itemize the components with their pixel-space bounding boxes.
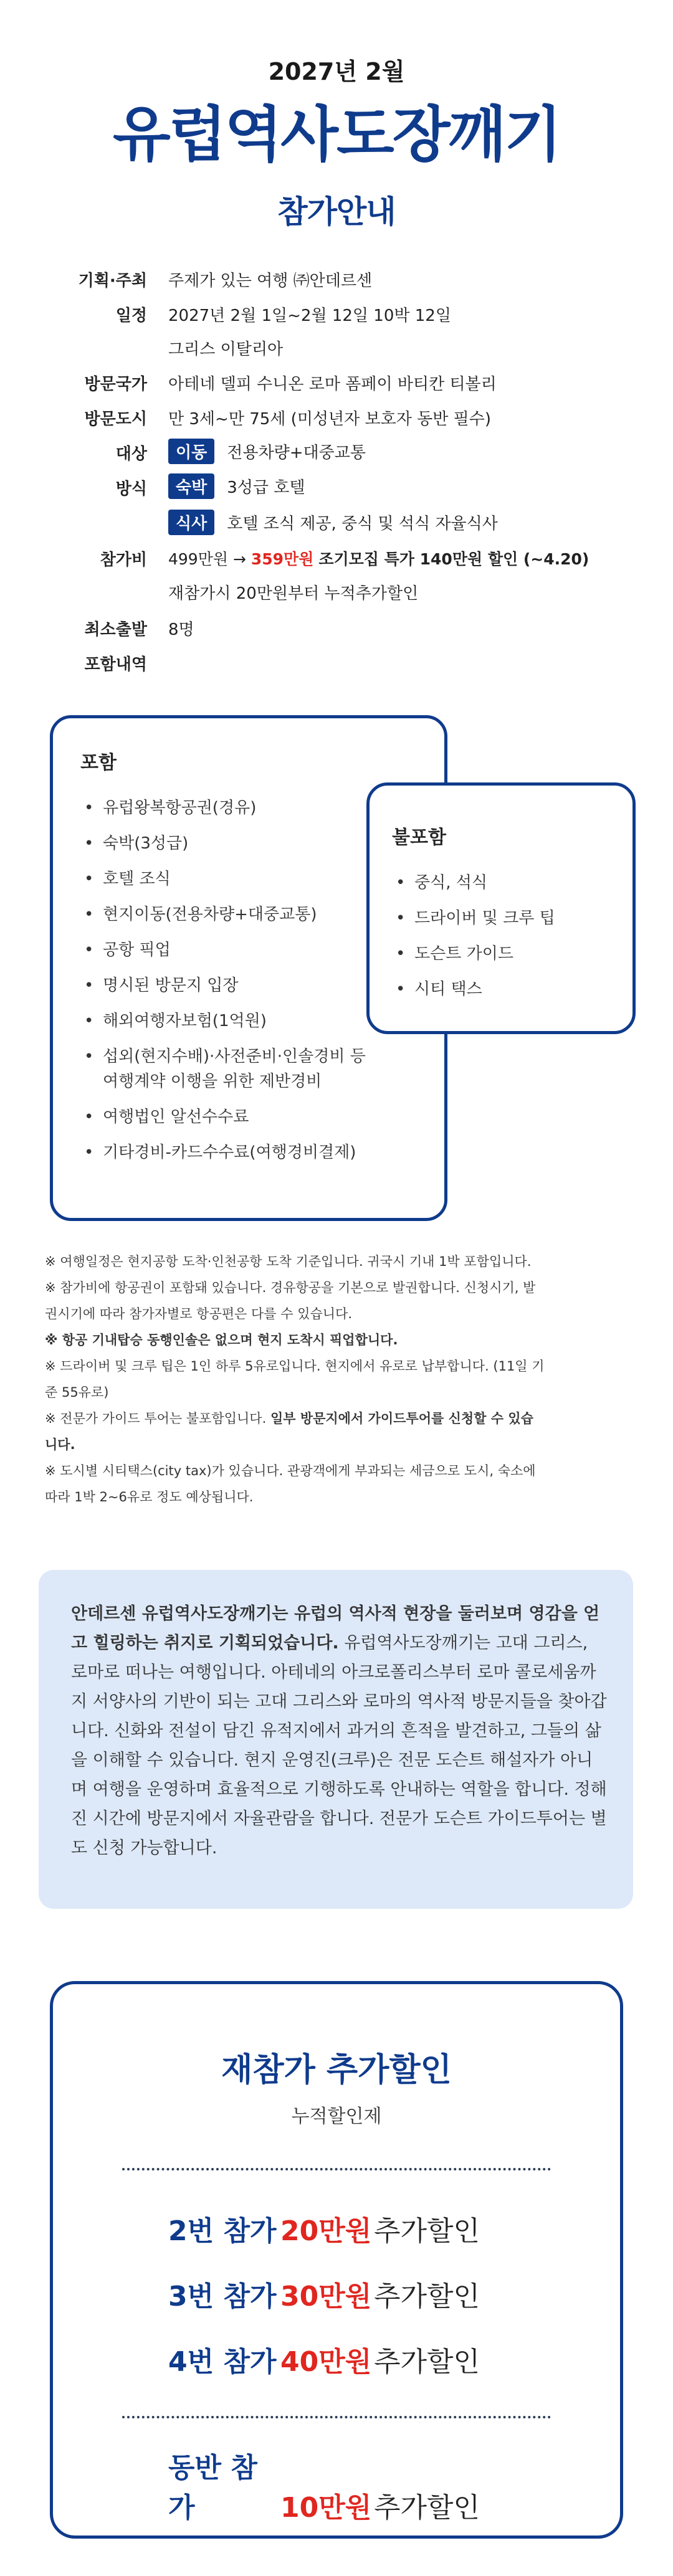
discount-suffix: 추가할인 (374, 2281, 480, 2312)
row-meal (168, 510, 498, 535)
intro-paragraph (71, 1599, 607, 1863)
note-5-bold: 일부 방문지에서 가이드투어를 신청할 수 있습 (270, 1411, 533, 1426)
badge-move: 이동 (168, 439, 214, 464)
label-host: 기획·주최 (78, 272, 147, 290)
discount-suffix: 추가할인 (374, 2346, 480, 2378)
divider (122, 2416, 551, 2418)
excludes-box (366, 782, 636, 1034)
list-item: • 숙박(3성급) (80, 831, 423, 856)
value-countries: 그리스 이탈리아 (168, 340, 284, 359)
page-title: 유럽역사도장깨기 (113, 100, 560, 169)
discount-suffix: 추가할인 (374, 2492, 480, 2524)
label-includes: 포함내역 (84, 655, 147, 674)
list-item: • 기타경비-카드수수료(여행경비결제) (80, 1140, 423, 1165)
divider (122, 2168, 551, 2170)
list-item (80, 1044, 423, 1094)
discount-amount: 40만원 (280, 2346, 372, 2378)
section-title-guide: 참가안내 (277, 194, 396, 230)
list-item-continued: 여행계약 이행을 위한 제반경비 (103, 1072, 322, 1091)
note-3: ※ 항공 기내탑승 동행인솔은 없으며 현지 도착시 픽업합니다. (45, 1333, 398, 1347)
discount-row (168, 2445, 480, 2525)
note-4b: 준 55유로) (45, 1385, 109, 1400)
intro-body: 유럽역사도장깨기는 고대 그리스, 로마로 떠나는 여행입니다. 아테네의 아크로폴리스부터 로마 콜로세움까지 서양사의 기반이 되는 고대 그리스와 로마의 역사적 방문지들을 찾아갑니다. 신화와 전설이 담긴 유적지에서 과거의 흔적을 발견하고, 그들의 삶을 이해할 수 있습니다. 현지 운영진(크루)은 전문 도슨트 해설자가 아니며 여행을 운영하며 효율적으로 기행하도록 안내하는 역할을 합니다. 정해진 시간에 방문지에서 자율관람을 합니다. 전문가 도슨트 가이드투어는 별도 신청 가능합니다. (71, 1633, 607, 1858)
discount-amount: 10만원 (280, 2492, 372, 2524)
discount-amount: 30만원 (280, 2281, 372, 2312)
event-date-subtitle: 2027년 2월 (268, 58, 405, 85)
row-fee (168, 547, 589, 569)
label-schedule: 일정 (115, 307, 147, 325)
value-move: 전용차량+대중교통 (227, 444, 366, 462)
discount-row (168, 2274, 480, 2314)
fee-note: 재참가시 20만원부터 누적추가할인 (168, 584, 419, 603)
label-fee: 참가비 (100, 551, 147, 569)
note-2b: 권시기에 따라 참가자별로 항공편은 다를 수 있습니다. (45, 1306, 353, 1321)
fee-promo: 조기모집 특가 140만원 할인 (~4.20) (318, 550, 589, 568)
value-host: 주제가 있는 여행 ㈜안데르센 (168, 272, 373, 290)
list-item: • 현지이동(전용차량+대중교통) (80, 902, 423, 927)
badge-lodging: 숙박 (168, 473, 214, 499)
value-min-departure: 8명 (168, 620, 194, 639)
discount-label: 2번 참가 (168, 2215, 277, 2247)
notes-block (45, 1248, 637, 1510)
note-5c: 니다. (45, 1437, 75, 1452)
discount-row (168, 2208, 480, 2248)
discount-suffix: 추가할인 (374, 2215, 480, 2247)
list-item: • 드라이버 및 크루 팁 (392, 906, 614, 931)
fee-discount: 359만원 (251, 550, 314, 568)
intro-bold: 안데르센 유럽역사도장깨기는 유럽의 역사적 현장을 둘러보며 영감을 얻고 힐링하는 취지로 기획되었습니다. (71, 1604, 600, 1653)
list-item: • 도슨트 가이드 (392, 941, 614, 966)
excludes-list (392, 870, 614, 1002)
value-lodging: 3성급 호텔 (227, 478, 305, 497)
badge-meal: 식사 (168, 510, 214, 535)
note-4a: ※ 드라이버 및 크루 팁은 1인 하루 5유로입니다. 현지에서 유로로 납부합니다. (11일 기 (45, 1359, 545, 1374)
label-countries: 방문국가 (84, 375, 147, 394)
list-item: • 명시된 방문지 입장 (80, 973, 423, 998)
list-item: • 해외여행자보험(1억원) (80, 1009, 423, 1034)
discount-row (168, 2339, 480, 2379)
fee-original: 499만원 → (168, 550, 246, 568)
value-schedule: 2027년 2월 1일~2월 12일 10박 12일 (168, 307, 451, 325)
label-cities: 방문도시 (84, 410, 147, 429)
list-item: • 호텔 조식 (80, 867, 423, 891)
rejoin-subtitle: 누적할인제 (291, 2106, 382, 2127)
list-item-text: 섭외(현지수배)·사전준비·인솔경비 등 (103, 1047, 366, 1066)
value-target: 만 3세~만 75세 (미성년자 보호자 동반 필수) (168, 410, 492, 429)
note-1: ※ 여행일정은 현지공항 도착·인천공항 도착 기준입니다. 귀국시 기내 1박 포함입니다. (45, 1254, 532, 1269)
row-lodging (168, 473, 305, 499)
note-6a: ※ 도시별 시티택스(city tax)가 있습니다. 관광객에게 부과되는 세금으로 도시, 숙소에 (45, 1463, 536, 1478)
label-method: 방식 (115, 480, 147, 498)
list-item: • 유럽왕복항공권(경유) (80, 796, 423, 820)
value-cities: 아테네 델피 수니온 로마 폼페이 바티칸 티볼리 (168, 375, 497, 394)
discount-amount: 20만원 (280, 2215, 372, 2247)
label-target: 대상 (115, 445, 147, 463)
list-item: • 공항 픽업 (80, 938, 423, 962)
discount-label: 동반 참가 (168, 2452, 257, 2524)
list-item: • 중식, 석식 (392, 870, 614, 895)
note-5 (45, 1405, 637, 1432)
includes-title: 포함 (80, 752, 117, 774)
note-5-text: ※ 전문가 가이드 투어는 불포함입니다. (45, 1411, 270, 1426)
note-6b: 따라 1박 2~6유로 정도 예상됩니다. (45, 1490, 254, 1504)
list-item: • 여행법인 알선수수료 (80, 1105, 423, 1129)
note-2a: ※ 참가비에 항공권이 포함돼 있습니다. 경유항공을 기본으로 발권합니다. 신청시기, 발 (45, 1280, 536, 1295)
list-item: • 시티 택스 (392, 977, 614, 1002)
value-meal: 호텔 조식 제공, 중식 및 석식 자율식사 (227, 515, 498, 533)
excludes-title: 불포함 (392, 827, 446, 848)
rejoin-title: 재참가 추가할인 (221, 2051, 452, 2089)
discount-label: 4번 참가 (168, 2346, 277, 2378)
discount-label: 3번 참가 (168, 2281, 277, 2312)
label-min-departure: 최소출발 (84, 620, 147, 639)
row-move (168, 439, 366, 464)
